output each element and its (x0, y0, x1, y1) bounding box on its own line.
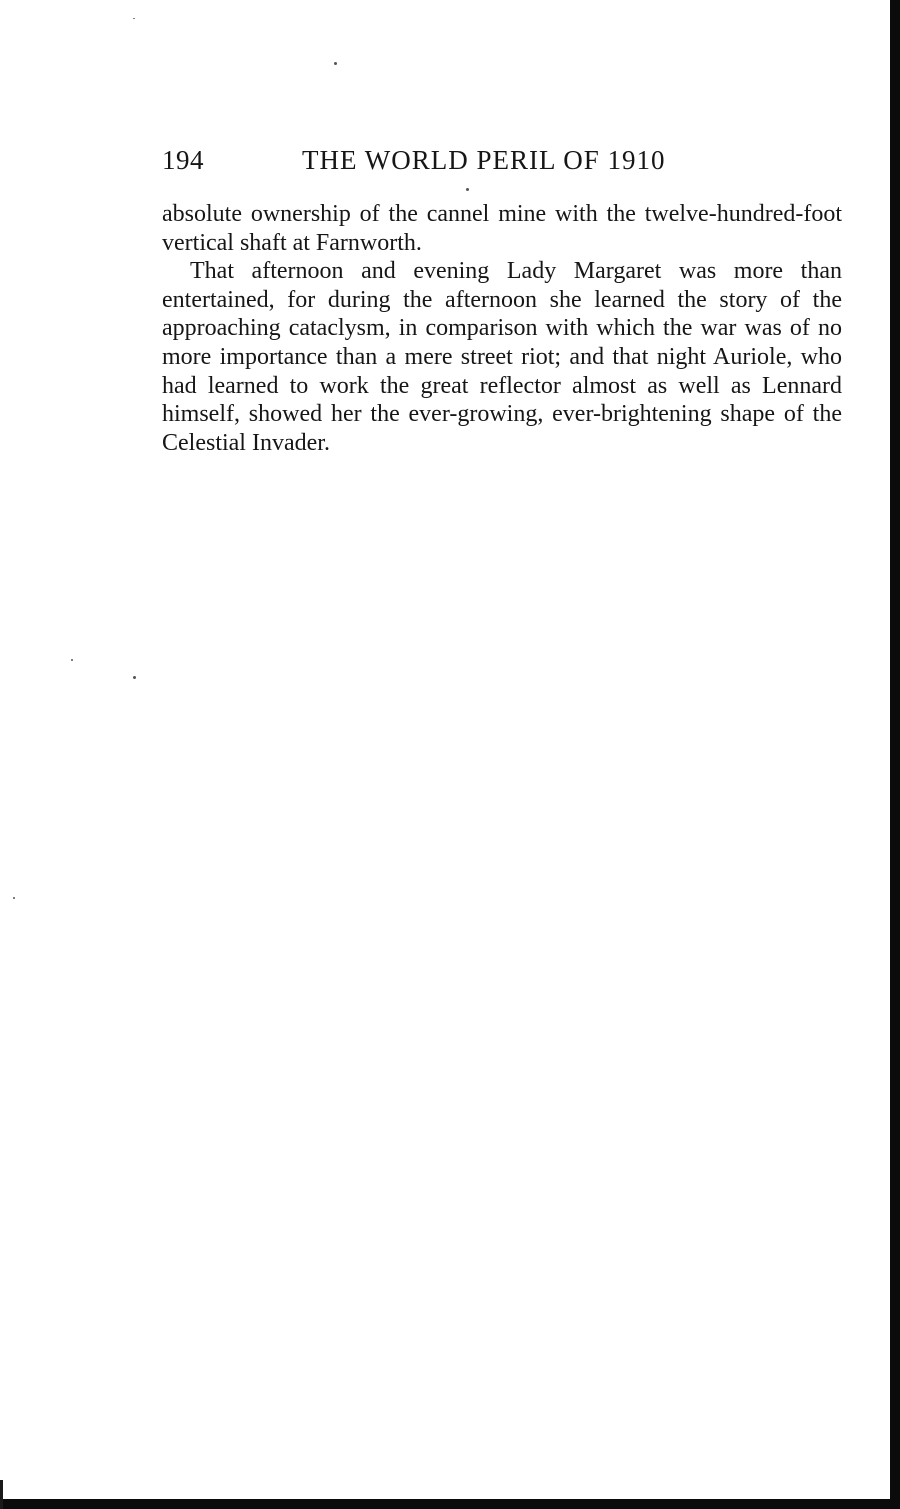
scan-speck (13, 897, 15, 899)
scan-edge-bottom (0, 1499, 900, 1509)
page-header (162, 145, 842, 181)
scan-edge-right (890, 0, 900, 1509)
scan-speck (71, 659, 73, 661)
scan-edge-left (0, 1480, 3, 1509)
scan-speck (133, 18, 135, 19)
running-title: THE WORLD PERIL OF 1910 (302, 145, 666, 175)
paragraph: That afternoon and evening Lady Margaret was more than entertained, for during the afternoon she learned the story of the approaching cataclysm, in comparison with which the war was of no more importance than a mere street riot; and that night Auriole, who had learned to work the great reflector almost as well as Lennard himself, showed her the ever-growing, ever-brightening shape of the Celestial Invader. (162, 258, 842, 456)
page-number: 194 (162, 145, 204, 175)
scan-speck (133, 676, 136, 679)
body-text (162, 200, 842, 457)
scan-speck (334, 62, 337, 65)
paragraph-continuation: absolute ownership of the cannel mine with the twelve-hundred-foot vertical shaft at Farnworth. (162, 201, 842, 256)
scan-speck (466, 188, 469, 191)
